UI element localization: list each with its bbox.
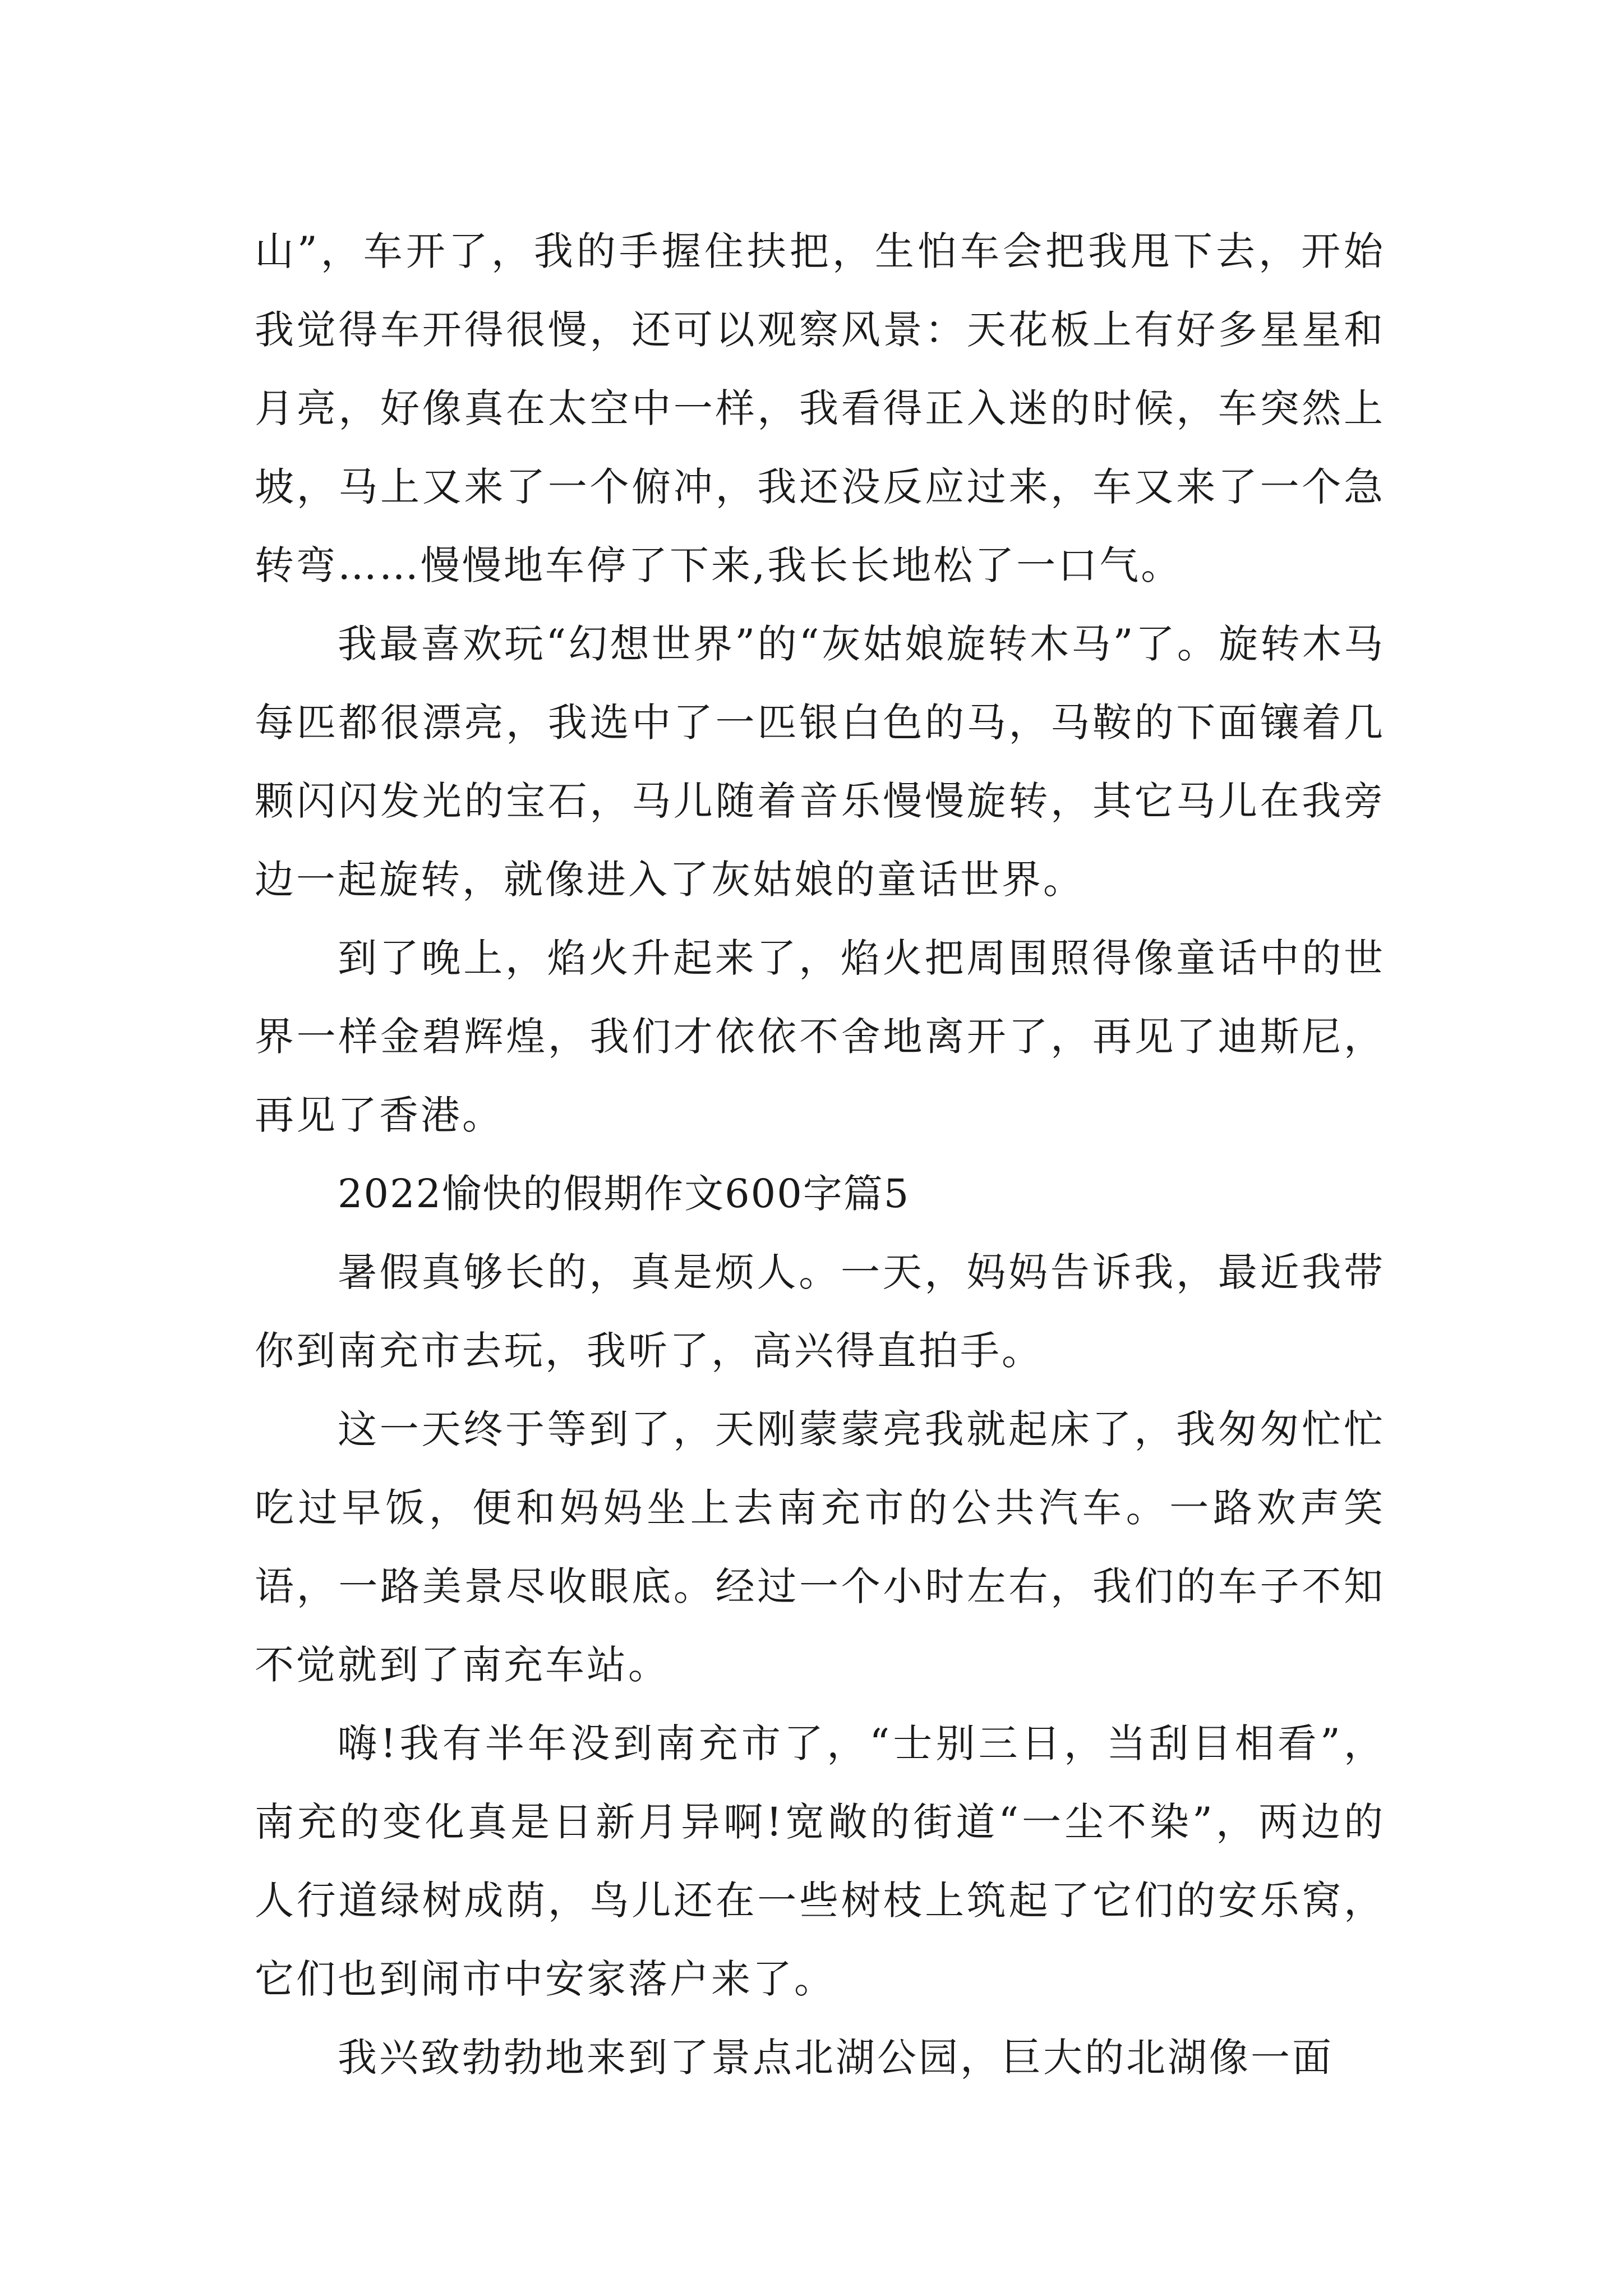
paragraph-7: 我兴致勃勃地来到了景点北湖公园，巨大的北湖像一面 xyxy=(338,2035,1334,2081)
paragraph-4: 暑假真够长的，真是烦人。一天，妈妈告诉我，最近我带你到南充市去玩，我听了，高兴得直拍手。 xyxy=(255,1249,1385,1374)
paragraph-3: 到了晚上，焰火升起来了，焰火把周围照得像童话中的世界一样金碧辉煌，我们才依依不舍地离开了，再见了迪斯尼，再见了香港。 xyxy=(255,935,1385,1138)
paragraph-5: 这一天终于等到了，天刚蒙蒙亮我就起床了，我匆匆忙忙吃过早饭，便和妈妈坐上去南充市的公共汽车。一路欢声笑语，一路美景尽收眼底。经过一个小时左右，我们的车子不知不觉就到了南充车站。 xyxy=(255,1406,1385,1688)
paragraph-1: 山”，车开了，我的手握住扶把，生怕车会把我甩下去，开始我觉得车开得很慢，还可以观察风景：天花板上有好多星星和月亮，好像真在太空中一样，我看得正入迷的时候，车突然上坡，马上又来了一个俯冲，我还没反应过来，车又来了一个急转弯……慢慢地车停了下来,我长长地松了一口气。 xyxy=(255,228,1385,588)
document-body xyxy=(255,212,1385,2097)
paragraph-6: 嗨!我有半年没到南充市了，“士别三日，当刮目相看”，南充的变化真是日新月异啊!宽敞的街道“一尘不染”，两边的人行道绿树成荫，鸟儿还在一些树枝上筑起了它们的安乐窝，它们也到闹市中安家落户来了。 xyxy=(255,1720,1385,2002)
paragraph-2: 我最喜欢玩“幻想世界”的“灰姑娘旋转木马”了。旋转木马每匹都很漂亮，我选中了一匹银白色的马，马鞍的下面镶着几颗闪闪发光的宝石，马儿随着音乐慢慢旋转，其它马儿在我旁边一起旋转，就像进入了灰姑娘的童话世界。 xyxy=(255,621,1385,903)
section-heading: 2022愉快的假期作文600字篇5 xyxy=(338,1171,910,1217)
